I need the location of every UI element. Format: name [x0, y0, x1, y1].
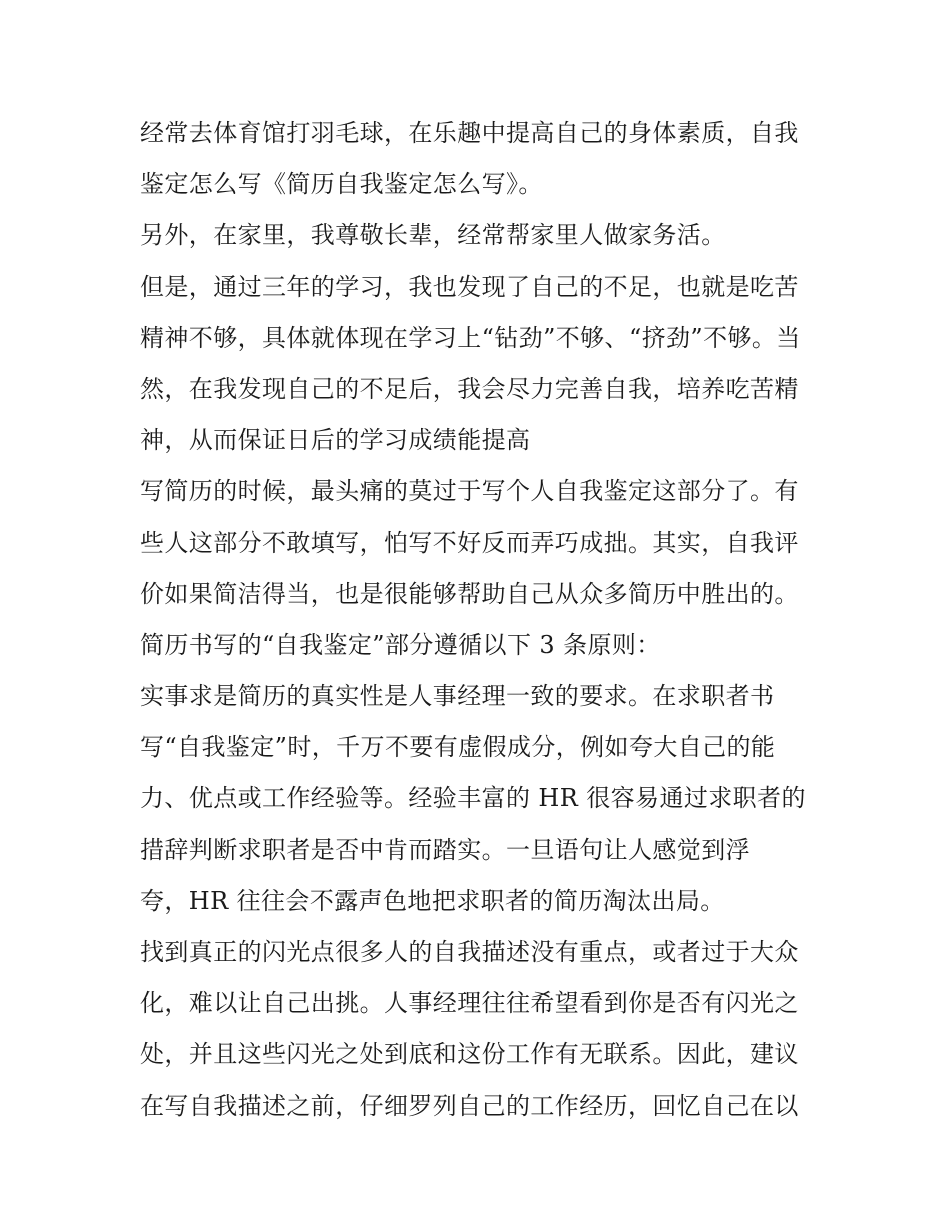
- text-line-14: 力、优点或工作经验等。经验丰富的 HR 很容易通过求职者的: [140, 784, 806, 813]
- text-line-16: 夸，HR 往往会不露声色地把求职者的简历淘汰出局。: [140, 886, 725, 915]
- document-body: [140, 108, 820, 1132]
- text-line-12: 实事求是简历的真实性是人事经理一致的要求。在求职者书: [140, 682, 775, 711]
- text-line-9: 些人这部分不敢填写，怕写不好反而弄巧成拙。其实，自我评: [140, 528, 799, 557]
- text-line-11: 简历书写的“自我鉴定”部分遵循以下 3 条原则：: [140, 630, 661, 659]
- text-line-2: 鉴定怎么写《简历自我鉴定怎么写》。: [140, 170, 543, 199]
- text-line-19: 处，并且这些闪光之处到底和这份工作有无联系。因此，建议: [140, 1040, 799, 1069]
- text-line-6: 然，在我发现自己的不足后，我会尽力完善自我，培养吃苦精: [140, 374, 799, 403]
- text-line-4: 但是，通过三年的学习，我也发现了自己的不足，也就是吃苦: [140, 272, 799, 301]
- text-line-20: 在写自我描述之前，仔细罗列自己的工作经历，回忆自己在以: [140, 1091, 799, 1120]
- text-line-1: 经常去体育馆打羽毛球，在乐趣中提高自己的身体素质，自我: [140, 119, 799, 147]
- text-line-13: 写“自我鉴定”时，千万不要有虚假成分，例如夸大自己的能: [140, 733, 776, 762]
- text-line-7: 神，从而保证日后的学习成绩能提高: [140, 426, 531, 455]
- text-line-8: 写简历的时候，最头痛的莫过于写个人自我鉴定这部分了。有: [140, 477, 799, 506]
- text-line-10: 价如果简洁得当，也是很能够帮助自己从众多简历中胜出的。: [140, 579, 799, 608]
- text-line-15: 措辞判断求职者是否中肯而踏实。一旦语句让人感觉到浮: [140, 835, 750, 864]
- text-line-18: 化，难以让自己出挑。人事经理往往希望看到你是否有闪光之: [140, 989, 799, 1018]
- text-line-5: 精神不够，具体就体现在学习上“钻劲”不够、“挤劲”不够。当: [140, 323, 801, 352]
- text-line-17: 找到真正的闪光点很多人的自我描述没有重点，或者过于大众: [140, 938, 799, 966]
- text-line-3: 另外，在家里，我尊敬长辈，经常帮家里人做家务活。: [140, 221, 726, 250]
